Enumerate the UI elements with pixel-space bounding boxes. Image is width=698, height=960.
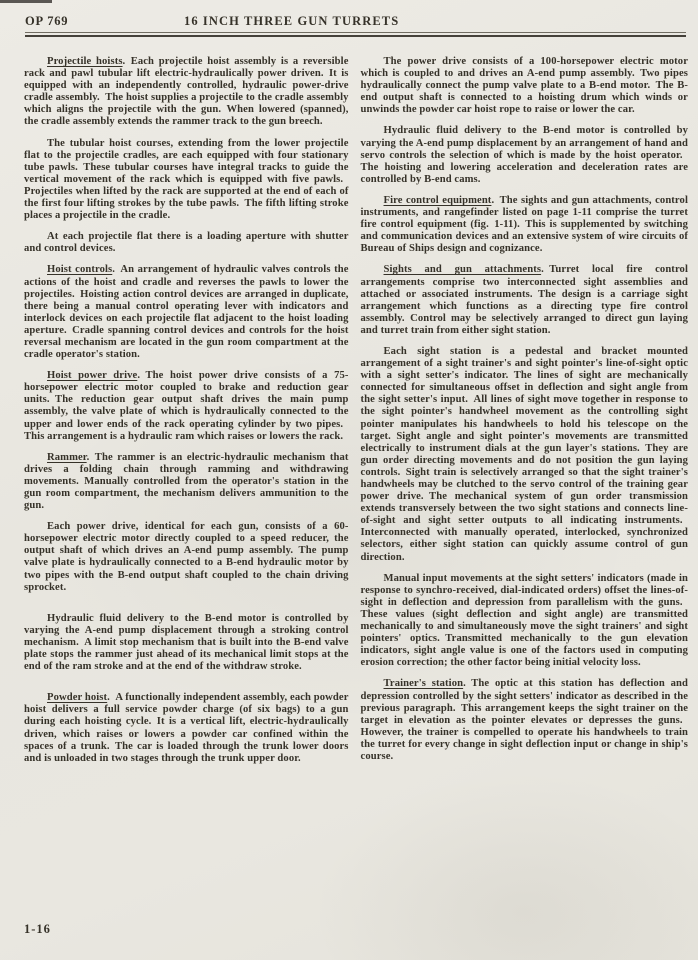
page-title: 16 INCH THREE GUN TURRETS xyxy=(184,14,400,28)
run-in-heading: Hoist controls xyxy=(47,264,113,276)
left-column xyxy=(24,56,349,774)
run-in-heading: Rammer xyxy=(47,451,87,463)
run-in-heading: Hoist power drive xyxy=(47,370,138,382)
paragraph: The power drive consists of a 100-horsepower electric motor which is coupled to and drives an A-end pump assembly. Two pipes hydraulically connect the pump valve plate to a B-end motor. The B-end output shaft is connected to a hoisting drum which winds or unwinds the powder car hoist rope to raise or lower the car. xyxy=(360,56,688,116)
paragraph: Each power drive, identical for each gun, consists of a 60-horsepower electric motor directly coupled to a speed reducer, the output shaft of which drives an A-end pump assembly. The pump valve plate is hydraulically connected to a B-end hydraulic motor by two pipes with the B-end output shaft coupled to the chain driving sprocket. xyxy=(24,521,349,593)
paragraph: Sights and gun attachments. Turret local fire control arrangements comprise two interconnected sight assemblies and attached or associated instruments. The design is a carriage sight arrangement which functions as a directing type fire control assembly. Control may be selectively arranged to direct gun laying and turret train from either sight station. xyxy=(360,264,688,336)
run-in-heading: Trainer's station xyxy=(383,678,464,690)
doc-number: OP 769 xyxy=(25,14,69,28)
paragraph: Hoist controls. An arrangement of hydraulic valves controls the actions of the hoist and cradle and reverses the pawls to lower the projectiles. Hoisting action control devices are arranged in duplicate, there being a manual control operating lever with indicators and interlock devices on each projectile flat adjacent to the hoist loading aperture. Cradle spanning control devices and controls for the hoist reversal mechanism are located in the gun room compartment at the cradle operator's station. xyxy=(24,264,349,361)
paragraph: The tubular hoist courses, extending from the lower projectile flat to the projectile cradles, are each equipped with four stationary tube pawls. These tubular courses have integral tracks to guide the vertical movement of the rack which is equipped with five pawls. Projectiles when lifted by the rack are supported at the end of each of the first four lifting strokes by the tube pawls. The fifth lifting stroke places a projectile in the cradle. xyxy=(24,137,349,222)
two-column-content xyxy=(24,56,688,774)
paragraph: Hoist power drive. The hoist power drive consists of a 75-horsepower electric motor coupled to brake and reduction gear units. The reduction gear output shaft drives the main pump assembly, the valve plate of which is hydraulically connected to the upper and lower ends of the rack operating cylinder by two pipes. This arrangement is a hydraulic ram which raises or lowers the rack. xyxy=(24,370,349,442)
page-number: 1-16 xyxy=(24,922,51,936)
paragraph: Projectile hoists. Each projectile hoist assembly is a reversible rack and pawl tubular lift electric-hydraulically power driven. It is equipped with an independently controlled, hydraulic power-drive cradle assembly. The hoist supplies a projectile to the cradle assembly which aligns the projectile with the gun. When lowered (spanned), the cradle assembly extends the rammer track to the gun breech. xyxy=(24,56,349,128)
right-column xyxy=(361,56,688,774)
run-in-heading: Fire control equipment xyxy=(383,194,492,206)
paragraph: Rammer. The rammer is an electric-hydraulic mechanism that drives a folding chain through ramming and withdrawing movements. Manually controlled from the operator's station in the gun room compartment, the mechanism delivers ammunition to the gun. xyxy=(24,451,349,512)
header-rule xyxy=(25,32,686,37)
page-header xyxy=(24,13,688,30)
paragraph: Powder hoist. A functionally independent assembly, each powder hoist delivers a full service powder charge (of six bags) to a gun during each hoisting cycle. It is a vertical lift, electric-hydraulically driven, which raises or lowers a powder car confined within the spaces of a trunk. The car is loaded through the trunk lower doors and is unloaded in two stages through the trunk upper door. xyxy=(24,692,349,764)
run-in-heading: Powder hoist xyxy=(47,692,108,704)
paragraph: At each projectile flat there is a loading aperture with shutter and control devices. xyxy=(24,231,349,255)
paragraph: Fire control equipment. The sights and gun attachments, control instruments, and rangefinder listed on page 1-11 comprise the turret fire control equipment (fig. 1-11). This is supplemented by switching and communication devices and an extensive system of wire circuits of Bureau of Ships design and cognizance. xyxy=(360,194,688,255)
paragraph: Hydraulic fluid delivery to the B-end motor is controlled by varying the A-end pump displacement through a stroking control mechanism. A limit stop mechanism that is built into the B-end valve plate stops the rammer just ahead of its mechanical limit stops at the end of the ram stroke and at the end of the withdraw stroke. xyxy=(24,612,349,673)
paragraph: Each sight station is a pedestal and bracket mounted arrangement of a sight trainer's and sight pointer's line-of-sight optic with a sight setter's indicator. The lines of sight are mechanically connected for simultaneous offset in deflection and sight angle from the sight setter's input. All lines of sight move together in response to the sight pointer's handwheel movement as the controlling sight pointer manipulates his handwheels to hold his telescope on the target. Sight angle and sight pointer's movements are transmitted electrically to instrument dials at the gun layer's stations. They are gun order directing movements and do not position the gun laying controls. Sight train is selectively arranged so that the sight trainer's handwheels may be clutched to the servo control of the training gear power drive. The mechanical system of gun order transmission extends transversely between the two sight stations and connects line-of-sight and sight setter outputs to all indicating instruments. Interconnected with manually operated, interlocked, synchronized selectors, either sight station can quickly assume control of gun direction. xyxy=(360,345,688,563)
paragraph: Hydraulic fluid delivery to the B-end motor is controlled by varying the A-end pump displacement by an arrangement of hand and servo controls the selection of which is made by the hoist operator. The hoisting and lowering acceleration and deceleration rates are controlled by B-end cams. xyxy=(360,125,688,185)
paragraph: Manual input movements at the sight setters' indicators (made in response to synchro-received, dial-indicated orders) offset the lines-of-sight in deflection and depression from parallelism with the guns. These values (sight deflection and sight angle) are transmitted mechanically to and simultaneously move the sight trainers' and sight pointers' optics. Transmitted mechanically to the gun elevation indicators, sight angle value is one of the factors used in computing erosion correction; the other factor being initial velocity loss. xyxy=(360,572,688,669)
paragraph: Trainer's station. The optic at this station has deflection and depression controlled by the sight setters' indicator as described in the previous paragraph. This arrangement keeps the sight trainer on the target in elevation as the pointer elevates or depresses the guns. However, the trainer is compelled to operate his handwheels to train the turret for every change in sight deflection input or change in ship's course. xyxy=(360,678,688,762)
run-in-heading: Projectile hoists xyxy=(47,56,123,67)
run-in-heading: Sights and gun attachments xyxy=(383,264,542,276)
